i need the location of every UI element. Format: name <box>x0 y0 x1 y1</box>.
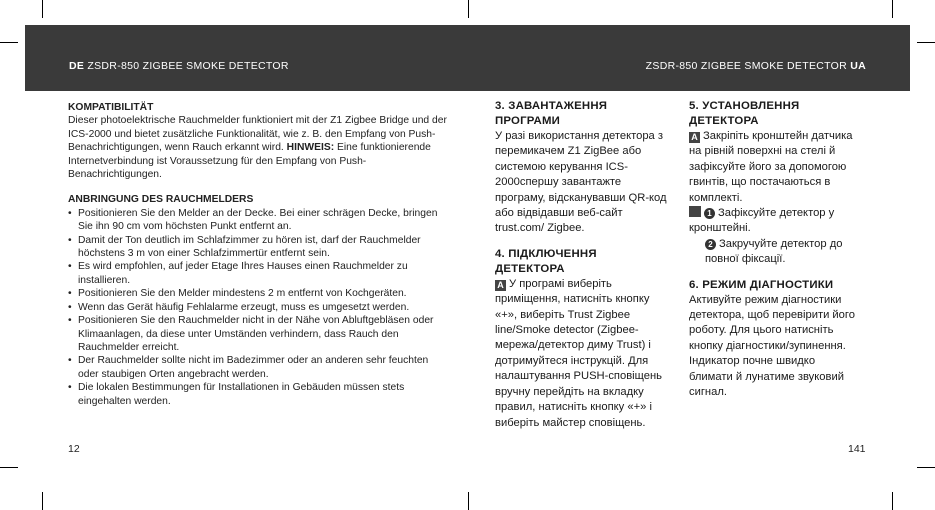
section3-text: У разі використання детектора з перемикачем Z1 ZigBee або системою керування ICS-2000спершу завантажте програму, відсканувавши QR-код або відвідавши веб-сайт trust.com/ Zigbee. <box>495 130 667 235</box>
list-item: • Es wird empfohlen, auf jeder Etage Ihres Hauses einen Rauchmelder zu installieren. <box>68 260 448 287</box>
header-right-code: UA <box>850 60 866 72</box>
page-number-left: 12 <box>68 443 80 455</box>
placement-list <box>68 207 448 408</box>
header-left-code: DE <box>69 60 85 72</box>
section3-heading-line1: 3. ЗАВАНТАЖЕННЯ <box>495 100 608 112</box>
section5-step2-text: Закручуйте детектор до повної фіксації. <box>705 237 843 266</box>
section5-heading-line2: ДЕТЕКТОРА <box>689 115 759 127</box>
list-item: • Damit der Ton deutlich im Schlafzimmer zu hören ist, darf der Rauchmelder höchstens 3 m von einer Schlafzimmertür entfernt sein. <box>68 234 448 261</box>
step-1-marker: 1 <box>704 208 715 219</box>
page-number-right: 141 <box>848 443 866 455</box>
figure-a-marker-icon: A <box>689 132 700 143</box>
placement-heading: ANBRINGUNG DES RAUCHMELDERS <box>68 194 254 206</box>
header-right <box>646 60 866 72</box>
header-left <box>69 60 289 72</box>
crop-mark <box>468 492 469 510</box>
section4-paragraph <box>495 277 667 431</box>
section6-heading: 6. РЕЖИМ ДІАГНОСТИКИ <box>689 278 834 291</box>
header-right-title: ZSDR-850 ZIGBEE SMOKE DETECTOR <box>645 60 848 72</box>
section4-heading-line1: 4. ПІДКЛЮЧЕННЯ <box>495 247 597 260</box>
crop-mark <box>468 0 469 18</box>
figure-b-marker-icon <box>689 206 701 217</box>
list-item: • Positionieren Sie den Melder an der Decke. Bei einer schrägen Decke, bringen Sie ihn 90 cm vom höchsten Punkt entfernt an. <box>68 207 448 234</box>
de-column <box>68 101 448 408</box>
section3-heading <box>495 99 667 129</box>
figure-a-marker-icon: A <box>495 280 506 291</box>
section6-text: Активуйте режим діагностики детектора, щоб перевірити його роботу. Для цього натисніть кнопку діагностики/зупинення. Індикатор почне швидко блимати й лунатиме звуковий сигнал. <box>689 293 855 399</box>
step-2-marker: 2 <box>705 239 716 250</box>
section5-heading-line1: 5. УСТАНОВЛЕННЯ <box>689 100 800 112</box>
crop-mark <box>42 492 43 510</box>
section5-a-paragraph <box>689 129 861 206</box>
list-item: • Wenn das Gerät häufig Fehlalarme erzeugt, muss es umgesetzt werden. <box>68 301 448 314</box>
section5-heading <box>689 99 861 129</box>
header-left-title: ZSDR-850 ZIGBEE SMOKE DETECTOR <box>87 60 289 72</box>
crop-mark <box>892 0 893 18</box>
compat-text: Dieser photoelektrische Rauchmelder funktioniert mit der Z1 Zigbee Bridge und der ICS-2000 und bietet zusätzliche Funktionalität, wie z. B. den Empfang von Push-Benachrichtigungen, wenn Rauch erkannt wird. <box>68 115 447 154</box>
list-item: • Der Rauchmelder sollte nicht im Badezimmer oder an anderen sehr feuchten oder staubigen Orten angebracht werden. <box>68 354 448 381</box>
note-label: HINWEIS: <box>286 142 335 154</box>
list-item: • Positionieren Sie den Rauchmelder nicht in der Nähe von Abluftgebläsen oder Klimaanlagen, da diese unter Umständen verhindern, dass Rauch den Rauchmelder erreicht. <box>68 314 448 354</box>
crop-mark <box>917 467 935 468</box>
crop-mark <box>917 42 935 43</box>
section4-heading-line2: ДЕТЕКТОРА <box>495 262 565 275</box>
compat-paragraph <box>68 114 448 181</box>
crop-mark <box>892 492 893 510</box>
section5-step2 <box>689 237 861 268</box>
ua-column-2 <box>689 99 861 401</box>
section4-text: У програмі виберіть приміщення, натисніть кнопку «+», виберіть Trust Zigbee line/Smoke detector (Zigbee-мережа/детектор диму Trust) і дотримуйтеся інструкцій. Для налаштування PUSH-сповіщень вручну перейдіть на вкладку правил, натисніть кнопку «+» і виберіть майстер сповіщень. <box>495 277 662 429</box>
list-item: • Positionieren Sie den Melder mindestens 2 m entfernt von Kochgeräten. <box>68 287 448 300</box>
section5-a-text: Закріпіть кронштейн датчика на рівній поверхні на стелі й зафіксуйте його за допомогою гвинтів, що постачаються в комплекті. <box>689 130 853 204</box>
section5-step1 <box>689 206 861 237</box>
section3-heading-line2: ПРОГРАМИ <box>495 115 561 127</box>
compat-heading: KOMPATIBILITÄT <box>68 102 154 113</box>
crop-mark <box>0 42 18 43</box>
section4-heading <box>495 247 667 277</box>
crop-mark <box>0 467 18 468</box>
ua-column-1 <box>495 99 667 431</box>
crop-mark <box>42 0 43 18</box>
list-item: • Die lokalen Bestimmungen für Installationen in Gebäuden müssen stets eingehalten werden. <box>68 381 448 408</box>
header-band <box>25 25 910 91</box>
section5-step1-text: Зафіксуйте детектор у кронштейні. <box>689 207 835 235</box>
note-text: Eine funktionierende Internetverbindung ist Voraussetzung für den Empfang von Push-Benachrichtigungen. <box>68 142 431 181</box>
